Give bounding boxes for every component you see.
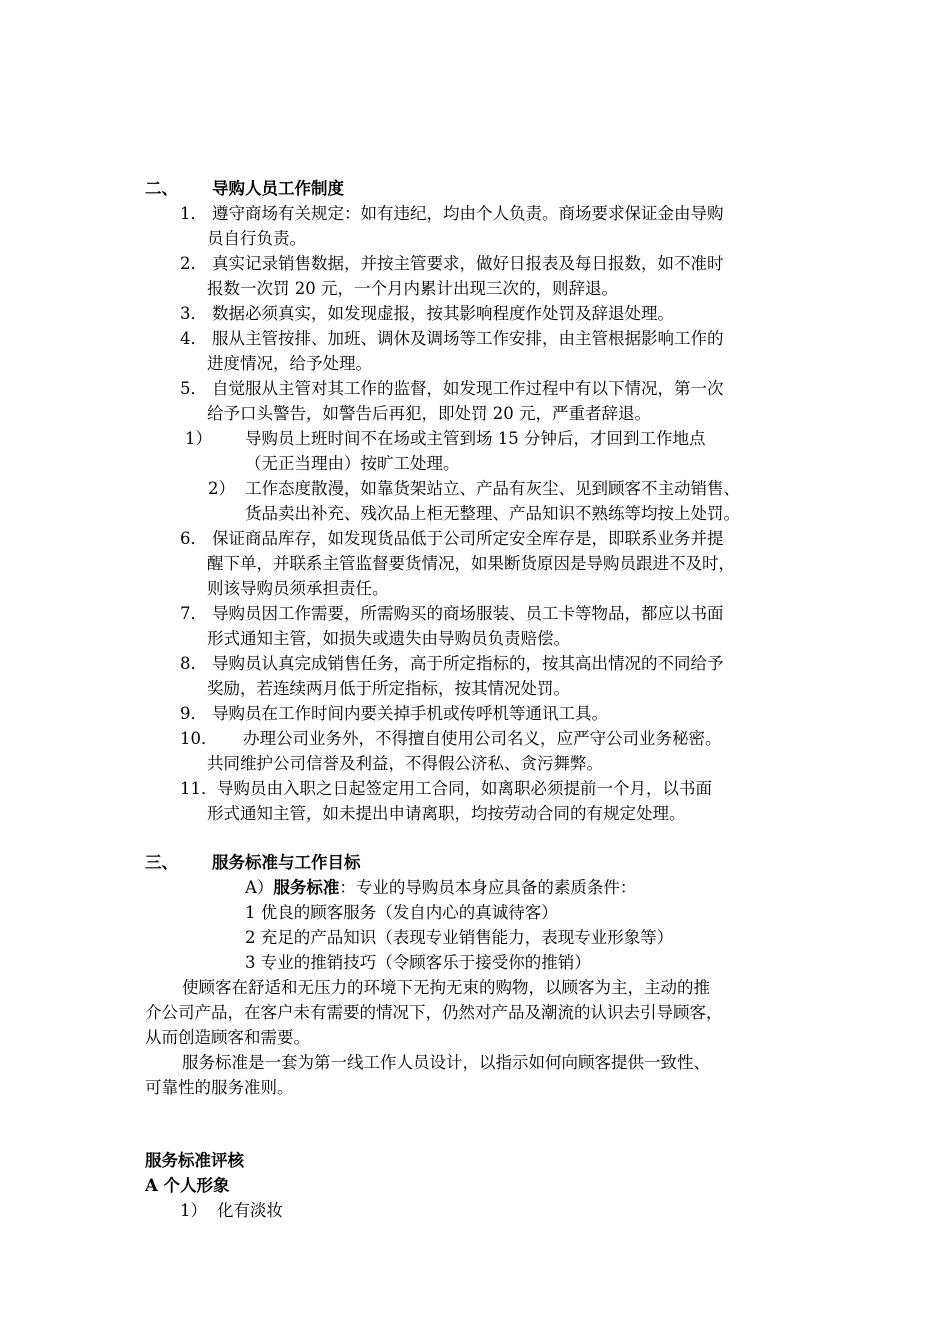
- item-4-text: 服从主管按排、加班、调休及调场等工作安排，由主管根据影响工作的: [212, 329, 724, 348]
- sub-item-2-text-cont: 货品卖出补充、残次品上柜无整理、产品知识不熟练等均按上处罚。: [245, 504, 740, 523]
- review-title: 服务标准评核: [145, 1151, 244, 1170]
- item-3-number: 3．: [180, 304, 207, 323]
- item-7-number: 7．: [180, 604, 207, 623]
- review-item-1-text: 化有淡妆: [217, 1201, 283, 1220]
- paragraph-2-line-2: 可靠性的服务准则。: [145, 1078, 294, 1097]
- section-2-title: 导购人员工作制度: [212, 179, 344, 198]
- item-2-text-cont: 报数一次罚 20 元，一个月内累计出现三次的，则辞退。: [207, 279, 618, 298]
- item-4-text-cont: 进度情况，给予处理。: [207, 354, 372, 373]
- item-10-text: 办理公司业务外，不得擅自使用公司名义，应严守公司业务秘密。: [243, 729, 722, 748]
- item-8-text-cont: 奖励，若连续两月低于所定指标，按其情况处罚。: [207, 679, 570, 698]
- item-11-text: 导购员由入职之日起签定用工合同，如离职必须提前一个月，以书面: [217, 779, 712, 798]
- paragraph-2-line-1: 服务标准是一套为第一线工作人员设计，以指示如何向顾客提供一致性、: [182, 1053, 710, 1072]
- sub-item-1-text: 导购员上班时间不在场或主管到场 15 分钟后，才回到工作地点: [245, 429, 706, 448]
- item-3-text: 数据必须真实，如发现虚报，按其影响程度作处罚及辞退处理。: [212, 304, 674, 323]
- review-subtitle: A 个人形象: [145, 1176, 230, 1195]
- paragraph-1-line-1: 使顾客在舒适和无压力的环境下无拘无束的购物，以顾客为主，主动的推: [182, 978, 710, 997]
- item-7-text: 导购员因工作需要，所需购买的商场服装、员工卡等物品，都应以书面: [212, 604, 724, 623]
- service-standard-prefix: A）: [245, 878, 274, 897]
- standard-point-2: 2 充足的产品知识（表现专业销售能力，表现专业形象等）: [245, 928, 674, 947]
- item-2-number: 2．: [180, 254, 207, 273]
- item-10-text-cont: 共同维护公司信誉及利益，不得假公济私、贪污舞弊。: [207, 754, 603, 773]
- standard-point-3: 3 专业的推销技巧（令顾客乐于接受你的推销）: [245, 953, 591, 972]
- service-standard-desc: ：专业的导购员本身应具备的素质条件：: [339, 878, 637, 897]
- item-7-text-cont: 形式通知主管，如损失或遗失由导购员负责赔偿。: [207, 629, 570, 648]
- section-3-number: 三、: [145, 853, 178, 872]
- sub-item-2-number: 2）: [208, 479, 235, 498]
- item-2-text: 真实记录销售数据，并按主管要求，做好日报表及每日报数，如不准时: [212, 254, 724, 273]
- item-6-text-cont: 醒下单，并联系主管监督要货情况，如果断货原因是导购员跟进不及时，: [207, 554, 735, 573]
- sub-item-1-number: 1）: [185, 429, 212, 448]
- sub-item-1-text-cont: （无正当理由）按旷工处理。: [245, 454, 460, 473]
- item-8-number: 8．: [180, 654, 207, 673]
- item-1-text-cont: 员自行负责。: [207, 229, 306, 248]
- sub-item-2-text: 工作态度散漫，如靠货架站立、产品有灰尘、见到顾客不主动销售、: [245, 479, 740, 498]
- item-6-text: 保证商品库存，如发现货品低于公司所定安全库存是，即联系业务并提: [212, 529, 724, 548]
- item-10-number: 10．: [180, 729, 218, 748]
- section-2-number: 二、: [145, 179, 178, 198]
- paragraph-1-line-2: 介公司产品，在客户未有需要的情况下，仍然对产品及潮流的认识去引导顾客，: [145, 1003, 723, 1022]
- review-item-1-number: 1）: [180, 1201, 207, 1220]
- item-5-text-cont: 给予口头警告，如警告后再犯，即处罚 20 元，严重者辞退。: [207, 404, 651, 423]
- item-1-text: 遵守商场有关规定：如有违纪，均由个人负责。商场要求保证金由导购: [212, 204, 724, 223]
- service-standard-line: [245, 876, 636, 900]
- item-11-text-cont: 形式通知主管，如未提出申请离职，均按劳动合同的有规定处理。: [207, 804, 686, 823]
- item-5-number: 5．: [180, 379, 207, 398]
- standard-point-1: 1 优良的顾客服务（发自内心的真诚待客）: [245, 903, 558, 922]
- service-standard-label: 服务标准: [273, 878, 340, 897]
- item-1-number: 1．: [180, 204, 207, 223]
- item-6-text-cont-2: 则该导购员须承担责任。: [207, 579, 389, 598]
- item-9-number: 9．: [180, 704, 207, 723]
- item-11-number: 11．: [180, 779, 218, 798]
- section-3-title: 服务标准与工作目标: [212, 853, 361, 872]
- paragraph-1-line-3: 从而创造顾客和需要。: [145, 1028, 310, 1047]
- item-5-text: 自觉服从主管对其工作的监督，如发现工作过程中有以下情况，第一次: [212, 379, 724, 398]
- item-6-number: 6．: [180, 529, 207, 548]
- item-8-text: 导购员认真完成销售任务，高于所定指标的，按其高出情况的不同给予: [212, 654, 724, 673]
- item-9-text: 导购员在工作时间内要关掉手机或传呼机等通讯工具。: [212, 704, 608, 723]
- item-4-number: 4．: [180, 329, 207, 348]
